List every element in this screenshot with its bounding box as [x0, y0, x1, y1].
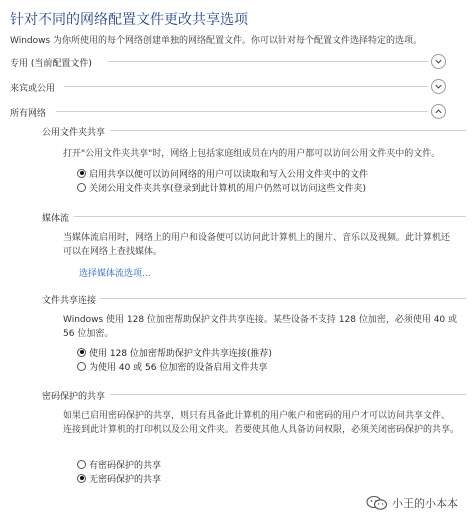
radio-label: 无密码保护的共享 [89, 474, 162, 485]
radio-password-on[interactable] [77, 458, 161, 470]
radio-40-56-bit[interactable] [77, 360, 267, 372]
radio-password-off[interactable] [77, 472, 161, 484]
wechat-icon [366, 495, 388, 511]
radio-button[interactable] [77, 348, 86, 357]
expand-guest-button[interactable] [431, 79, 446, 94]
radio-label: 有密码保护的共享 [89, 460, 162, 471]
radio-button[interactable] [77, 183, 86, 192]
radio-button[interactable] [77, 169, 86, 178]
divider [110, 130, 466, 131]
file-sharing-description-line2: 56 位加密。 [63, 329, 114, 339]
radio-disable-public-sharing[interactable] [77, 181, 366, 193]
profile-all-label[interactable]: 所有网络 [10, 109, 47, 119]
divider [74, 216, 466, 217]
watermark [366, 495, 458, 511]
public-folder-sharing-description: 打开"公用文件夹共享"时，网络上包括家庭组成员在内的用户都可以访问公用文件夹中的文件。 [63, 149, 441, 159]
radio-label: 使用 128 位加密帮助保护文件共享连接(推荐) [89, 348, 272, 359]
profile-private-label[interactable]: 专用 (当前配置文件) [10, 59, 92, 69]
radio-enable-public-sharing[interactable] [77, 167, 368, 179]
page-title: 针对不同的网络配置文件更改共享选项 [10, 12, 248, 28]
password-sharing-title: 密码保护的共享 [42, 392, 106, 402]
choose-media-streaming-options-link[interactable]: 选择媒体流选项... [79, 269, 151, 279]
password-sharing-description-line1: 如果已启用密码保护的共享，则只有具备此计算机的用户帐户和密码的用户才可以访问共享文件、 [63, 411, 451, 421]
divider [100, 298, 466, 299]
file-sharing-connections-title: 文件共享连接 [42, 296, 97, 306]
file-sharing-description-line1: Windows 使用 128 位加密帮助保护文件共享连接。某些设备不支持 128 位加密，必须使用 40 或 [63, 315, 458, 325]
media-streaming-description-line1: 当媒体流启用时，网络上的用户和设备便可以访问此计算机上的图片、音乐以及视频。此计算机还 [63, 233, 451, 243]
password-sharing-description-line2: 连接到此计算机的打印机以及公用文件夹。若要使其他人具备访问权限，必须关闭密码保护的共享。 [63, 425, 460, 435]
chevron-up-icon [434, 107, 443, 116]
intro-text: Windows 为你所使用的每个网络创建单独的网络配置文件。你可以针对每个配置文件选择特定的选项。 [10, 36, 423, 46]
watermark-text: 小王的小本本 [392, 497, 458, 510]
divider [64, 86, 428, 87]
public-folder-sharing-title: 公用文件夹共享 [42, 128, 106, 138]
radio-label: 为使用 40 或 56 位加密的设备启用文件共享 [89, 362, 268, 373]
divider [56, 111, 428, 112]
radio-label: 关闭公用文件夹共享(登录到此计算机的用户仍然可以访问这些文件夹) [89, 183, 367, 194]
divider [108, 61, 428, 62]
radio-button[interactable] [77, 362, 86, 371]
radio-button[interactable] [77, 460, 86, 469]
radio-128-bit[interactable] [77, 346, 272, 358]
divider [110, 394, 466, 395]
profile-guest-label[interactable]: 来宾或公用 [10, 84, 56, 94]
radio-button[interactable] [77, 474, 86, 483]
media-streaming-title: 媒体流 [42, 214, 70, 224]
chevron-down-icon [434, 57, 443, 66]
radio-label: 启用共享以便可以访问网络的用户可以读取和写入公用文件夹中的文件 [89, 169, 369, 180]
collapse-all-button[interactable] [431, 104, 446, 119]
expand-private-button[interactable] [431, 54, 446, 69]
chevron-down-icon [434, 82, 443, 91]
media-streaming-description-line2: 可以在网络上查找媒体。 [63, 247, 163, 257]
